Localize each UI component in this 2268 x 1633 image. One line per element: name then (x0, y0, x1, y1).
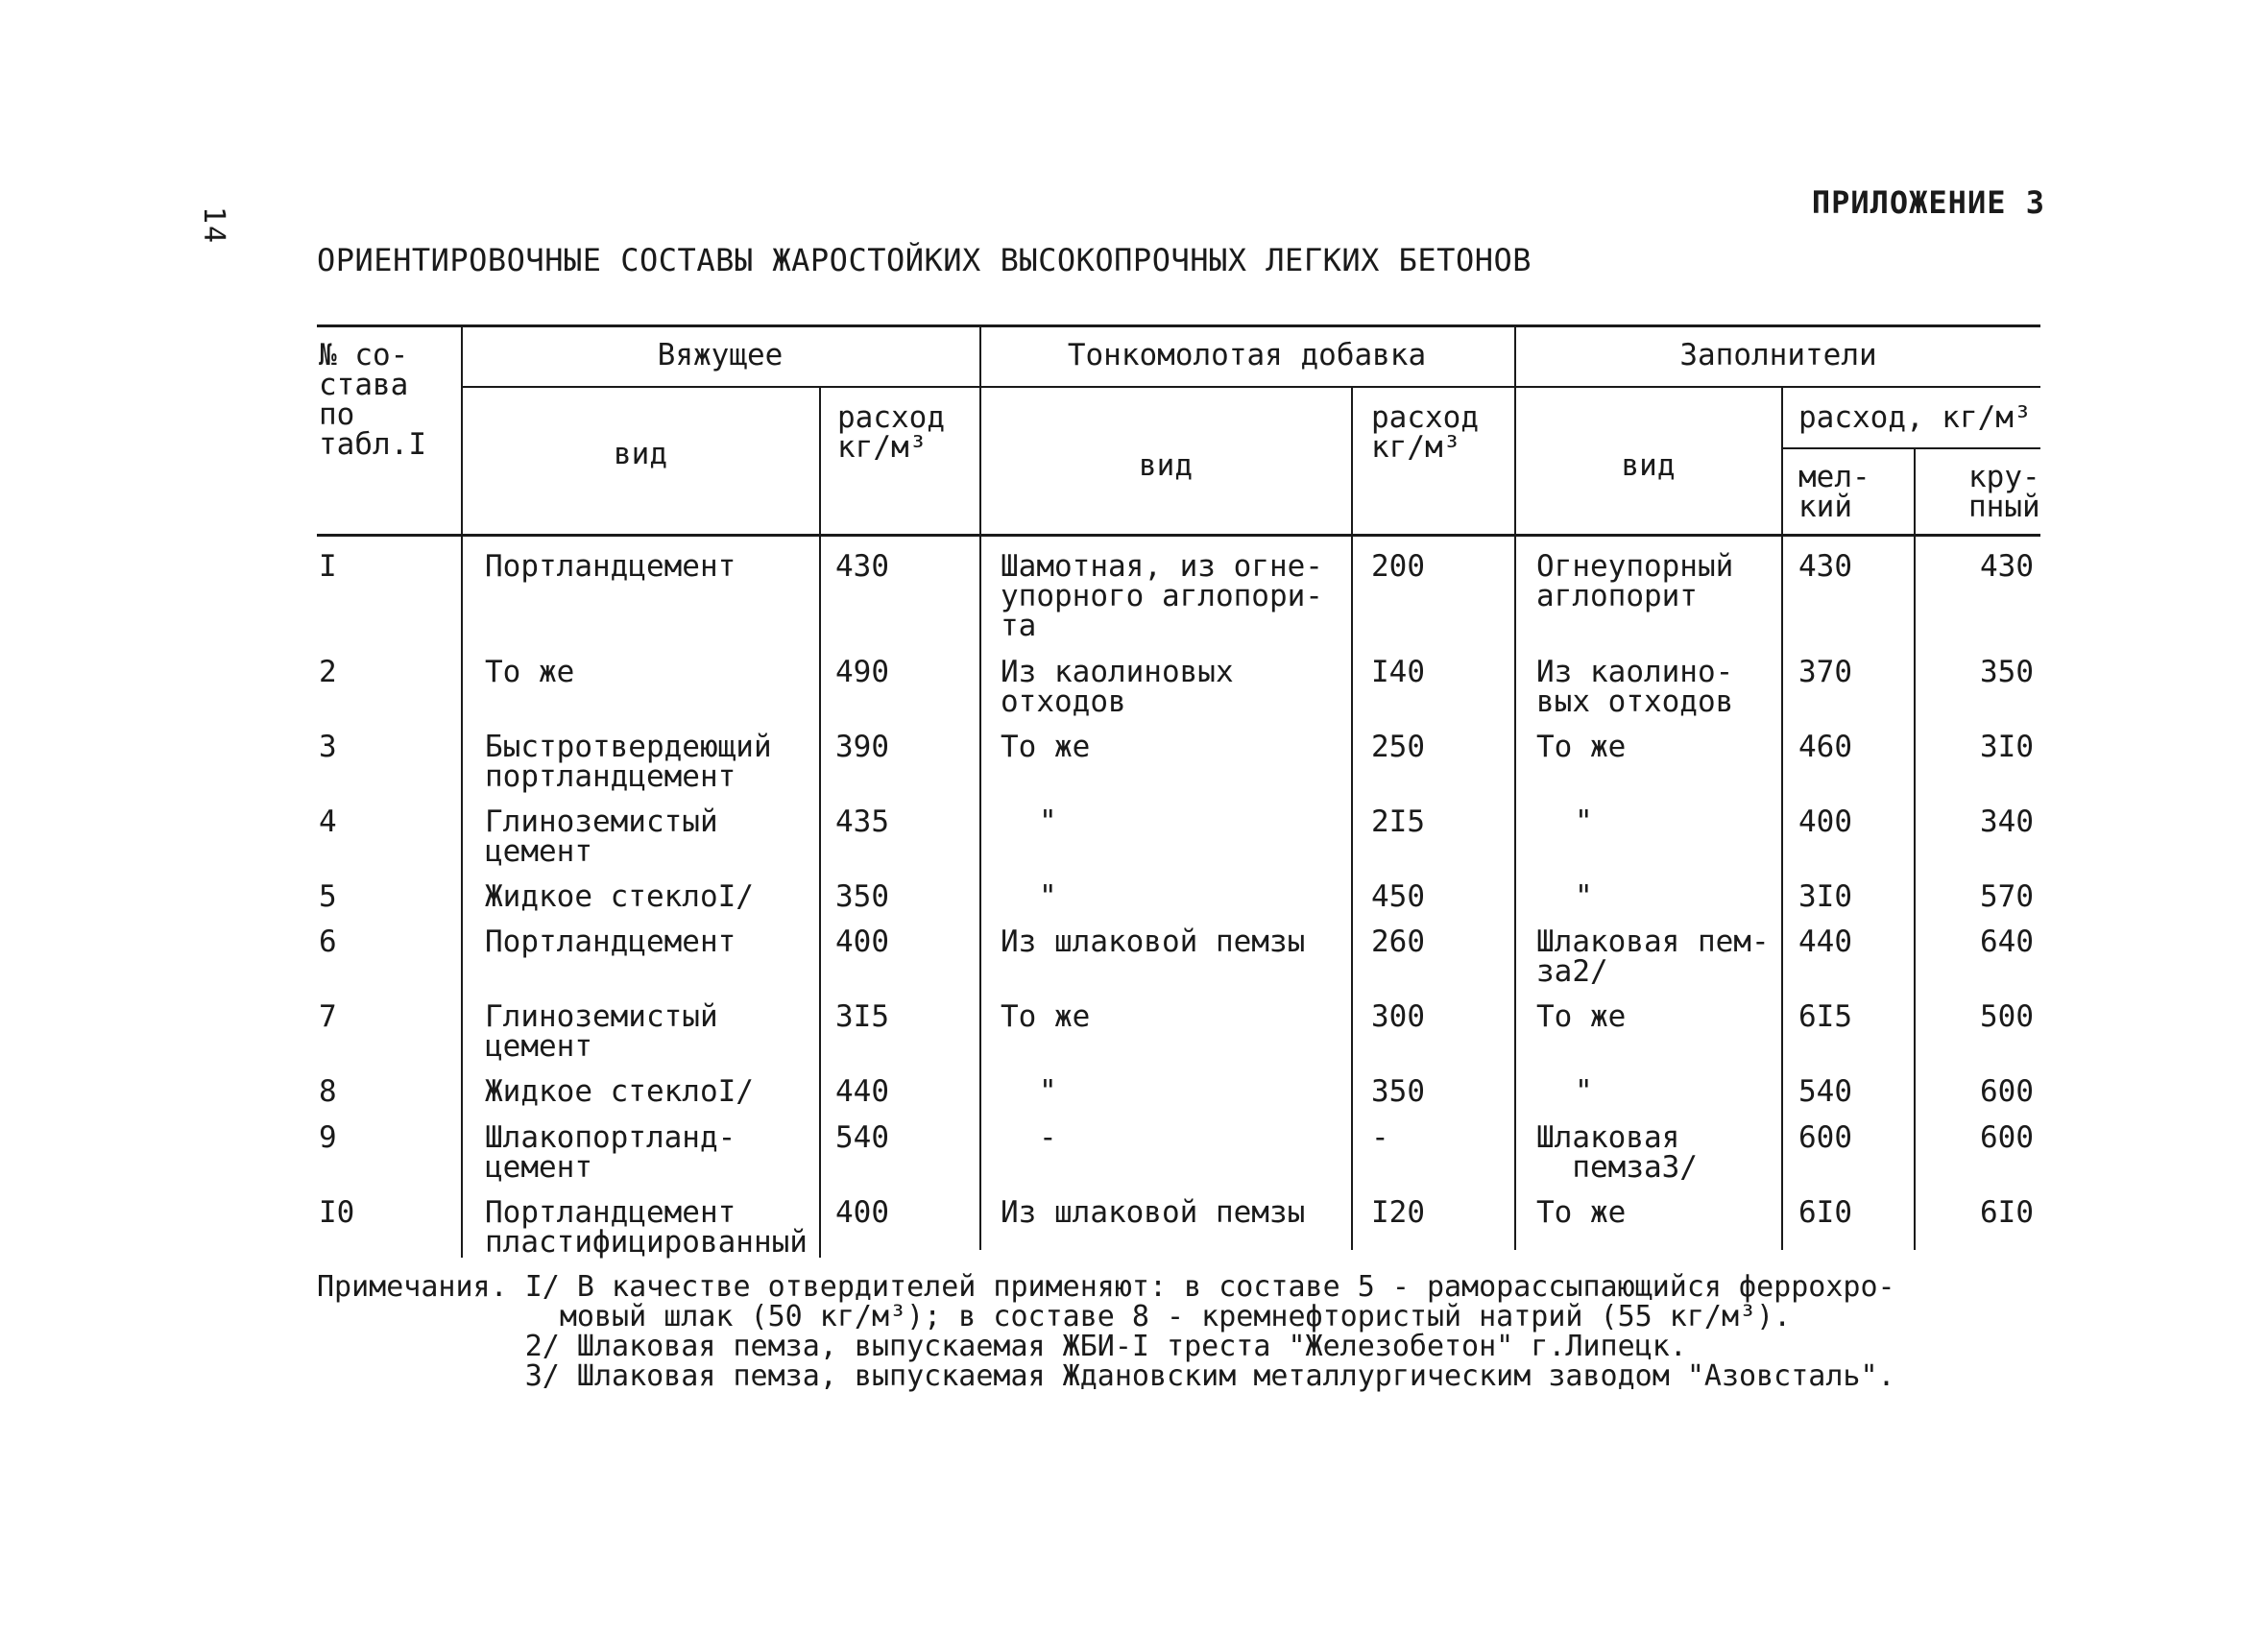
cell-additive: Из шлаковой пемзы (1001, 1195, 1306, 1230)
cell-additive: Из шлаковой пемзы (1001, 925, 1306, 959)
cell-fine: 540 (1798, 1074, 1852, 1109)
cell-binder: Портландцемент (485, 549, 736, 584)
cell-additive: " (1039, 1074, 1057, 1109)
cell-additive-rate: 260 (1371, 925, 1425, 959)
cell-fine: 370 (1798, 655, 1852, 689)
cell-coarse: 340 (1980, 804, 2034, 839)
cell-fine: 6I0 (1798, 1195, 1852, 1230)
header-group-rule (461, 386, 2040, 388)
cell-additive-rate: 200 (1371, 549, 1425, 584)
cell-additive-rate: 450 (1371, 879, 1425, 914)
cell-binder: Глиноземистый цемент (485, 999, 718, 1064)
cell-additive-rate: - (1371, 1120, 1389, 1155)
header-fine: мел- кий (1798, 460, 1870, 524)
cell-fine: 3I0 (1798, 879, 1852, 914)
aggregate-rate-rule (1781, 447, 2040, 449)
cell-binder-rate: 350 (835, 879, 889, 914)
cell-binder: Портландцемент (485, 925, 736, 959)
table-top-rule (317, 324, 2040, 327)
document-title: ОРИЕНТИРОВОЧНЫЕ СОСТАВЫ ЖАРОСТОЙКИХ ВЫСОКОПРОЧНЫХ ЛЕГКИХ БЕТОНОВ (317, 242, 1532, 278)
cell-additive: Шамотная, из огне- упорного аглопори- та (1001, 549, 1323, 643)
header-additive-type: вид (1139, 448, 1193, 483)
cell-fine: 430 (1798, 549, 1852, 584)
cell-coarse: 3I0 (1980, 730, 2034, 764)
header-composition-no: № со- става по табл.I (319, 338, 426, 462)
cell-aggregate: Шлаковая пем- за2/ (1536, 925, 1770, 989)
cell-additive-rate: 350 (1371, 1074, 1425, 1109)
cell-additive-rate: I20 (1371, 1195, 1425, 1230)
page-number: 14 (197, 206, 230, 246)
cell-binder: Жидкое стеклоI/ (485, 879, 754, 914)
cell-binder-rate: 390 (835, 730, 889, 764)
cell-additive: " (1039, 804, 1057, 839)
cell-no: 7 (319, 999, 337, 1034)
cell-fine: 440 (1798, 925, 1852, 959)
cell-aggregate: То же (1536, 1195, 1627, 1230)
cell-no: 3 (319, 730, 337, 764)
cell-no: I (319, 549, 337, 584)
cell-additive: То же (1001, 730, 1091, 764)
cell-coarse: 430 (1980, 549, 2034, 584)
cell-no: 9 (319, 1120, 337, 1155)
cell-binder-rate: 400 (835, 1195, 889, 1230)
cell-binder: То же (485, 655, 575, 689)
appendix-label: ПРИЛОЖЕНИЕ 3 (1811, 184, 2045, 221)
notes (317, 1272, 2045, 1421)
cell-aggregate: Шлаковая пемза3/ (1536, 1120, 1698, 1185)
header-binder-type: вид (614, 437, 667, 471)
cell-fine: 460 (1798, 730, 1852, 764)
header-coarse: кру- пный (1968, 460, 2040, 524)
cell-additive-rate: 2I5 (1371, 804, 1425, 839)
cell-coarse: 600 (1980, 1074, 2034, 1109)
cell-aggregate: Огнеупорный аглопорит (1536, 549, 1734, 613)
cell-binder-rate: 435 (835, 804, 889, 839)
cell-binder: Шлакопортланд- цемент (485, 1120, 736, 1185)
cell-aggregate: Из каолино- вых отходов (1536, 655, 1734, 719)
cell-coarse: 570 (1980, 879, 2034, 914)
cell-fine: 6I5 (1798, 999, 1852, 1034)
cell-binder: Портландцемент пластифицированный (485, 1195, 808, 1260)
header-aggregate-type: вид (1621, 448, 1676, 483)
cell-no: 2 (319, 655, 337, 689)
cell-aggregate: То же (1536, 730, 1627, 764)
cell-aggregate: " (1575, 879, 1593, 914)
note-line: 2/ Шлаковая пемза, выпускаемая ЖБИ-I треста "Железобетон" г.Липецк. (317, 1330, 1687, 1363)
header-additive: Тонкомолотая добавка (1067, 338, 1427, 372)
col-divider-7 (1914, 449, 1916, 1250)
cell-additive: Из каолиновых отходов (1001, 655, 1234, 719)
cell-coarse: 640 (1980, 925, 2034, 959)
cell-no: 6 (319, 925, 337, 959)
cell-no: I0 (319, 1195, 355, 1230)
cell-no: 8 (319, 1074, 337, 1109)
cell-coarse: 6I0 (1980, 1195, 2034, 1230)
cell-additive: То же (1001, 999, 1091, 1034)
col-divider-2 (819, 388, 821, 1258)
cell-additive-rate: I40 (1371, 655, 1425, 689)
header-binder: Вяжущее (657, 338, 784, 372)
cell-binder-rate: 540 (835, 1120, 889, 1155)
cell-fine: 600 (1798, 1120, 1852, 1155)
cell-binder: Глиноземистый цемент (485, 804, 718, 869)
cell-aggregate: То же (1536, 999, 1627, 1034)
note-line: 3/ Шлаковая пемза, выпускаемая Ждановским металлургическим заводом "Азовсталь". (317, 1359, 1895, 1393)
header-aggregate-rate: расход, кг/м³ (1798, 400, 2032, 435)
cell-additive-rate: 300 (1371, 999, 1425, 1034)
note-line: Примечания. I/ В качестве отвердителей применяют: в составе 5 - раморассыпающийся феррохро- (317, 1270, 1895, 1304)
cell-no: 4 (319, 804, 337, 839)
cell-additive: - (1039, 1120, 1057, 1155)
cell-coarse: 600 (1980, 1120, 2034, 1155)
cell-fine: 400 (1798, 804, 1852, 839)
cell-binder-rate: 400 (835, 925, 889, 959)
cell-additive-rate: 250 (1371, 730, 1425, 764)
cell-binder-rate: 440 (835, 1074, 889, 1109)
cell-aggregate: " (1575, 804, 1593, 839)
cell-binder-rate: 430 (835, 549, 889, 584)
cell-coarse: 350 (1980, 655, 2034, 689)
header-additive-rate: расход кг/м³ (1371, 400, 1479, 465)
cell-no: 5 (319, 879, 337, 914)
cell-binder: Жидкое стеклоI/ (485, 1074, 754, 1109)
cell-binder-rate: 3I5 (835, 999, 889, 1034)
cell-binder: Быстротвердеющий портландцемент (485, 730, 772, 794)
header-aggregates: Заполнители (1679, 338, 1877, 372)
cell-aggregate: " (1575, 1074, 1593, 1109)
note-line: мовый шлак (50 кг/м³); в составе 8 - кремнефтористый натрий (55 кг/м³). (317, 1300, 1792, 1333)
header-binder-rate: расход кг/м³ (837, 400, 945, 465)
cell-coarse: 500 (1980, 999, 2034, 1034)
cell-binder-rate: 490 (835, 655, 889, 689)
cell-additive: " (1039, 879, 1057, 914)
